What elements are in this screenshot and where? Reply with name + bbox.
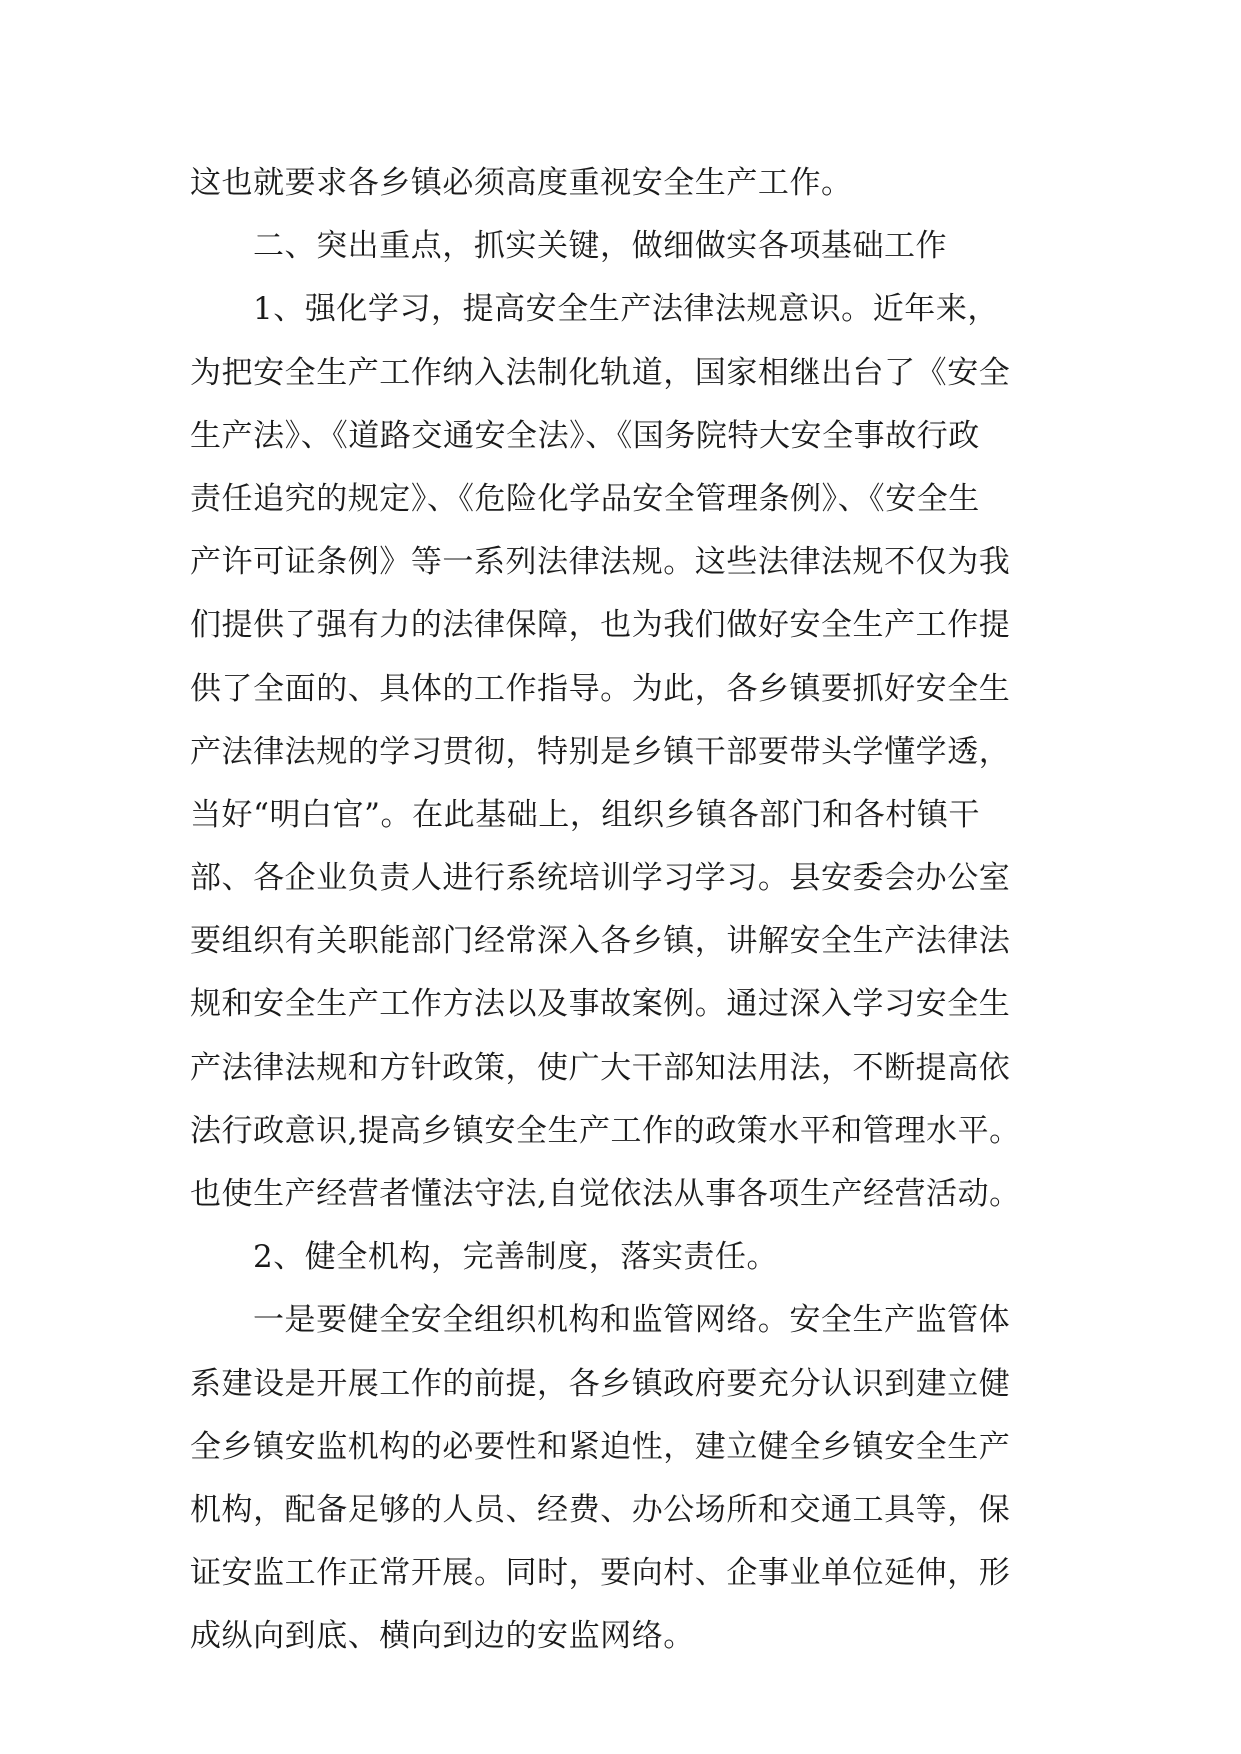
text-line: 机构，配备足够的人员、经费、办公场所和交通工具等，保 — [190, 1491, 1011, 1528]
document-body — [190, 152, 1050, 1669]
text-line: 们提供了强有力的法律保障，也为我们做好安全生产工作提 — [190, 607, 1011, 644]
text-line: 规和安全生产工作方法以及事故案例。通过深入学习安全生 — [190, 986, 1011, 1023]
text-line: 当好“明白官”。在此基础上，组织乡镇各部门和各村镇干 — [190, 796, 980, 833]
text-line: 供了全面的、具体的工作指导。为此，各乡镇要抓好安全生 — [190, 670, 1011, 707]
text-line: 法行政意识,提高乡镇安全生产工作的政策水平和管理水平。 — [190, 1112, 1021, 1149]
text-line: 系建设是开展工作的前提，各乡镇政府要充分认识到建立健 — [190, 1365, 1011, 1402]
text-line: 也使生产经营者懂法守法,自觉依法从事各项生产经营活动。 — [190, 1176, 1021, 1212]
text-line: 产许可证条例》等一系列法律法规。这些法律法规不仅为我 — [190, 544, 1011, 581]
text-line: 这也就要求各乡镇必须高度重视安全生产工作。 — [190, 165, 853, 201]
text-line: 2、健全机构，完善制度，落实责任。 — [253, 1239, 779, 1276]
text-line: 全乡镇安监机构的必要性和紧迫性，建立健全乡镇安全生产 — [190, 1428, 1011, 1465]
text-line: 成纵向到底、横向到边的安监网络。 — [190, 1618, 695, 1655]
text-line: 产法律法规的学习贯彻，特别是乡镇干部要带头学懂学透， — [190, 733, 1011, 770]
text-line: 为把安全生产工作纳入法制化轨道，国家相继出台了《安全 — [190, 354, 1011, 391]
text-line: 部、各企业负责人进行系统培训学习学习。县安委会办公室 — [190, 860, 1011, 897]
text-line: 产法律法规和方针政策，使广大干部知法用法，不断提高依 — [190, 1049, 1011, 1086]
text-line: 1、强化学习，提高安全生产法律法规意识。近年来， — [253, 291, 999, 328]
text-line: 生产法》、《道路交通安全法》、《国务院特大安全事故行政 — [190, 417, 980, 454]
text-line: 一是要健全安全组织机构和监管网络。安全生产监管体 — [253, 1302, 1011, 1339]
text-line: 证安监工作正常开展。同时，要向村、企事业单位延伸，形 — [190, 1555, 1011, 1592]
text-line: 要组织有关职能部门经常深入各乡镇，讲解安全生产法律法 — [190, 923, 1011, 960]
text-line: 责任追究的规定》、《危险化学品安全管理条例》、《安全生 — [190, 480, 980, 517]
text-line: 二、突出重点，抓实关键，做细做实各项基础工作 — [253, 228, 948, 265]
